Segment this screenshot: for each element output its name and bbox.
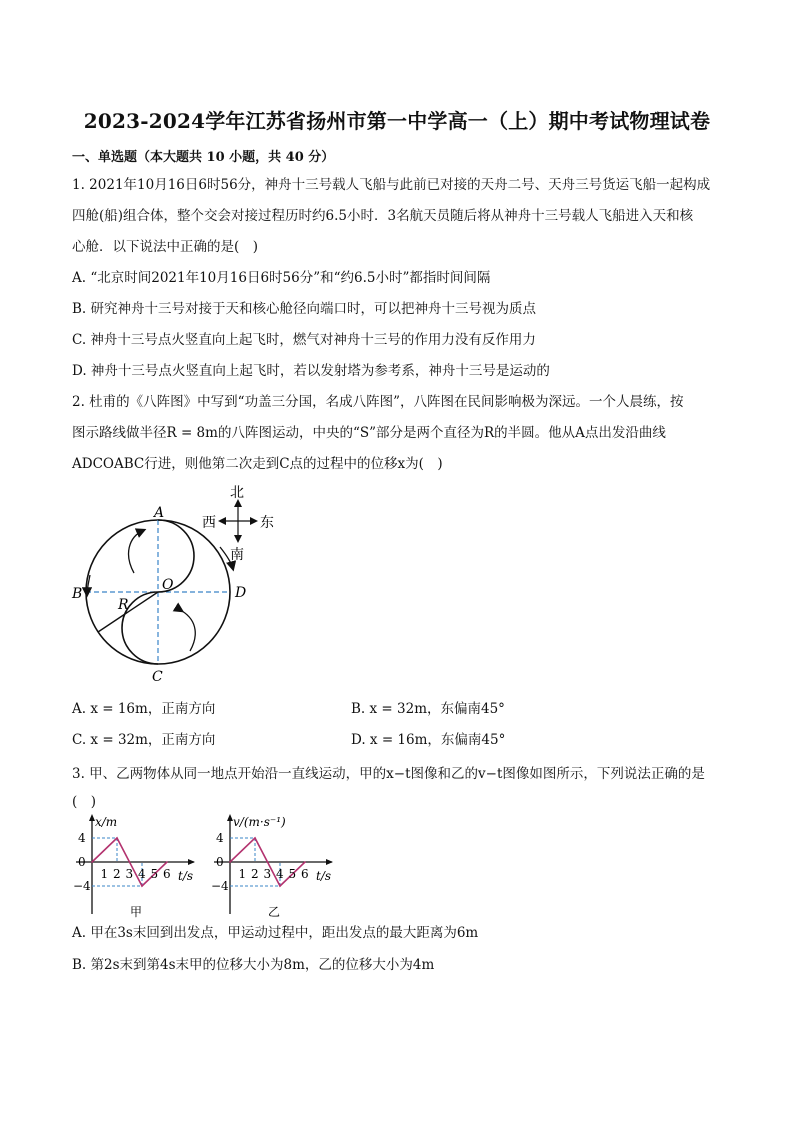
label-b: B — [72, 586, 83, 602]
q2-line-3: ADCOABC行进，则他第二次走到C点的过程中的位移x为( ) — [72, 456, 443, 472]
svg-text:北: 北 — [230, 485, 244, 501]
y-tick-label: −4 — [73, 879, 91, 893]
arrow-path-lower-right — [182, 611, 195, 651]
x-tick-label: 3 — [125, 867, 134, 881]
x-axis-arrow — [188, 859, 195, 865]
x-tick-label: 1 — [238, 867, 247, 881]
xt-graph-jia — [72, 812, 202, 920]
bazhentu-figure — [70, 485, 290, 690]
q1-line-2: 四舱(船)组合体，整个交会对接过程历时约6.5小时．3名航天员随后将从神舟十三号载人飞船进入天和核 — [72, 208, 694, 224]
q3-option-b: B. 第2s末到第4s末甲的位移大小为8m，乙的位移大小为4m — [72, 957, 435, 973]
x-axis-arrow — [326, 859, 333, 865]
q3-line-2: ( ) — [72, 794, 97, 810]
x-tick-label: 5 — [288, 867, 297, 881]
data-point — [166, 861, 168, 863]
q2-option-b: B. x = 32m，东偏南45° — [351, 701, 505, 717]
y-axis-label: x/m — [95, 815, 118, 829]
q2-line-2: 图示路线做半径R = 8m的八阵图运动，中央的“S”部分是两个直径为R的半圆。他从A点出发沿曲线 — [72, 425, 666, 441]
q1-option-d: D. 神舟十三号点火竖直向上起飞时，若以发射塔为参考系，神舟十三号是运动的 — [72, 363, 550, 379]
y-axis-label: v/(m·s⁻¹) — [233, 815, 286, 829]
x-tick-label: 4 — [276, 867, 284, 881]
x-tick-label: 3 — [263, 867, 272, 881]
svg-text:西: 西 — [202, 515, 216, 531]
x-tick-label: 5 — [150, 867, 159, 881]
x-tick-label: 2 — [251, 867, 259, 881]
q3-option-a: A. 甲在3s末回到出发点，甲运动过程中，距出发点的最大距离为6m — [72, 925, 479, 941]
q1-line-3: 心舱．以下说法中正确的是( ) — [72, 239, 259, 255]
svg-text:东: 东 — [260, 515, 274, 531]
data-point — [304, 861, 306, 863]
arrow-path-upper-left — [129, 530, 144, 573]
label-c: C — [152, 669, 163, 685]
vt-graph-yi — [210, 812, 340, 920]
q3-line-1: 3. 甲、乙两物体从同一地点开始沿一直线运动，甲的x−t图像和乙的v−t图像如图所示，下列说法正确的是 — [72, 766, 705, 782]
x-tick-label: 6 — [301, 867, 309, 881]
x-tick-label: 6 — [163, 867, 171, 881]
chart-name: 甲 — [130, 905, 143, 919]
compass-icon — [202, 485, 274, 563]
exam-title: 2023-2024学年江苏省扬州市第一中学高一（上）期中考试物理试卷 — [83, 109, 711, 133]
data-point — [254, 837, 256, 839]
x-axis-label: t/s — [178, 869, 194, 883]
x-tick-label: 4 — [138, 867, 146, 881]
data-point — [91, 861, 93, 863]
q2-option-a: A. x = 16m，正南方向 — [72, 701, 216, 717]
chart-name: 乙 — [268, 905, 281, 919]
label-o: O — [162, 577, 174, 593]
q2-option-c: C. x = 32m，正南方向 — [72, 732, 216, 748]
y-tick-label: 4 — [78, 831, 86, 845]
q1-line-1: 1. 2021年10月16日6时56分，神舟十三号载人飞船与此前已对接的天舟二号、天舟三号货运飞船一起构成 — [72, 177, 711, 193]
y-tick-label: −4 — [211, 879, 229, 893]
q1-option-c: C. 神舟十三号点火竖直向上起飞时，燃气对神舟十三号的作用力没有反作用力 — [72, 332, 536, 348]
y-tick-label: 0 — [216, 855, 224, 869]
label-d: D — [235, 585, 247, 601]
q2-line-1: 2. 杜甫的《八阵图》中写到“功盖三分国，名成八阵图”，八阵图在民间影响极为深远。一个人晨练，按 — [72, 394, 684, 410]
q1-option-a: A. “北京时间2021年10月16日6时56分”和“约6.5小时”都指时间间隔 — [72, 270, 491, 286]
section-heading: 一、单选题（本大题共 10 小题，共 40 分） — [72, 150, 335, 165]
y-tick-label: 0 — [78, 855, 86, 869]
data-point — [279, 885, 281, 887]
y-tick-label: 4 — [216, 831, 224, 845]
data-point — [141, 885, 143, 887]
svg-text:南: 南 — [230, 547, 244, 563]
q2-option-d: D. x = 16m，东偏南45° — [351, 732, 506, 748]
x-axis-label: t/s — [316, 869, 332, 883]
x-tick-label: 2 — [113, 867, 121, 881]
data-point — [229, 861, 231, 863]
label-a: A — [154, 505, 165, 521]
x-tick-label: 1 — [100, 867, 109, 881]
label-r: R — [118, 597, 129, 613]
data-point — [116, 837, 118, 839]
q1-option-b: B. 研究神舟十三号对接于天和核心舱径向端口时，可以把神舟十三号视为质点 — [72, 301, 537, 317]
